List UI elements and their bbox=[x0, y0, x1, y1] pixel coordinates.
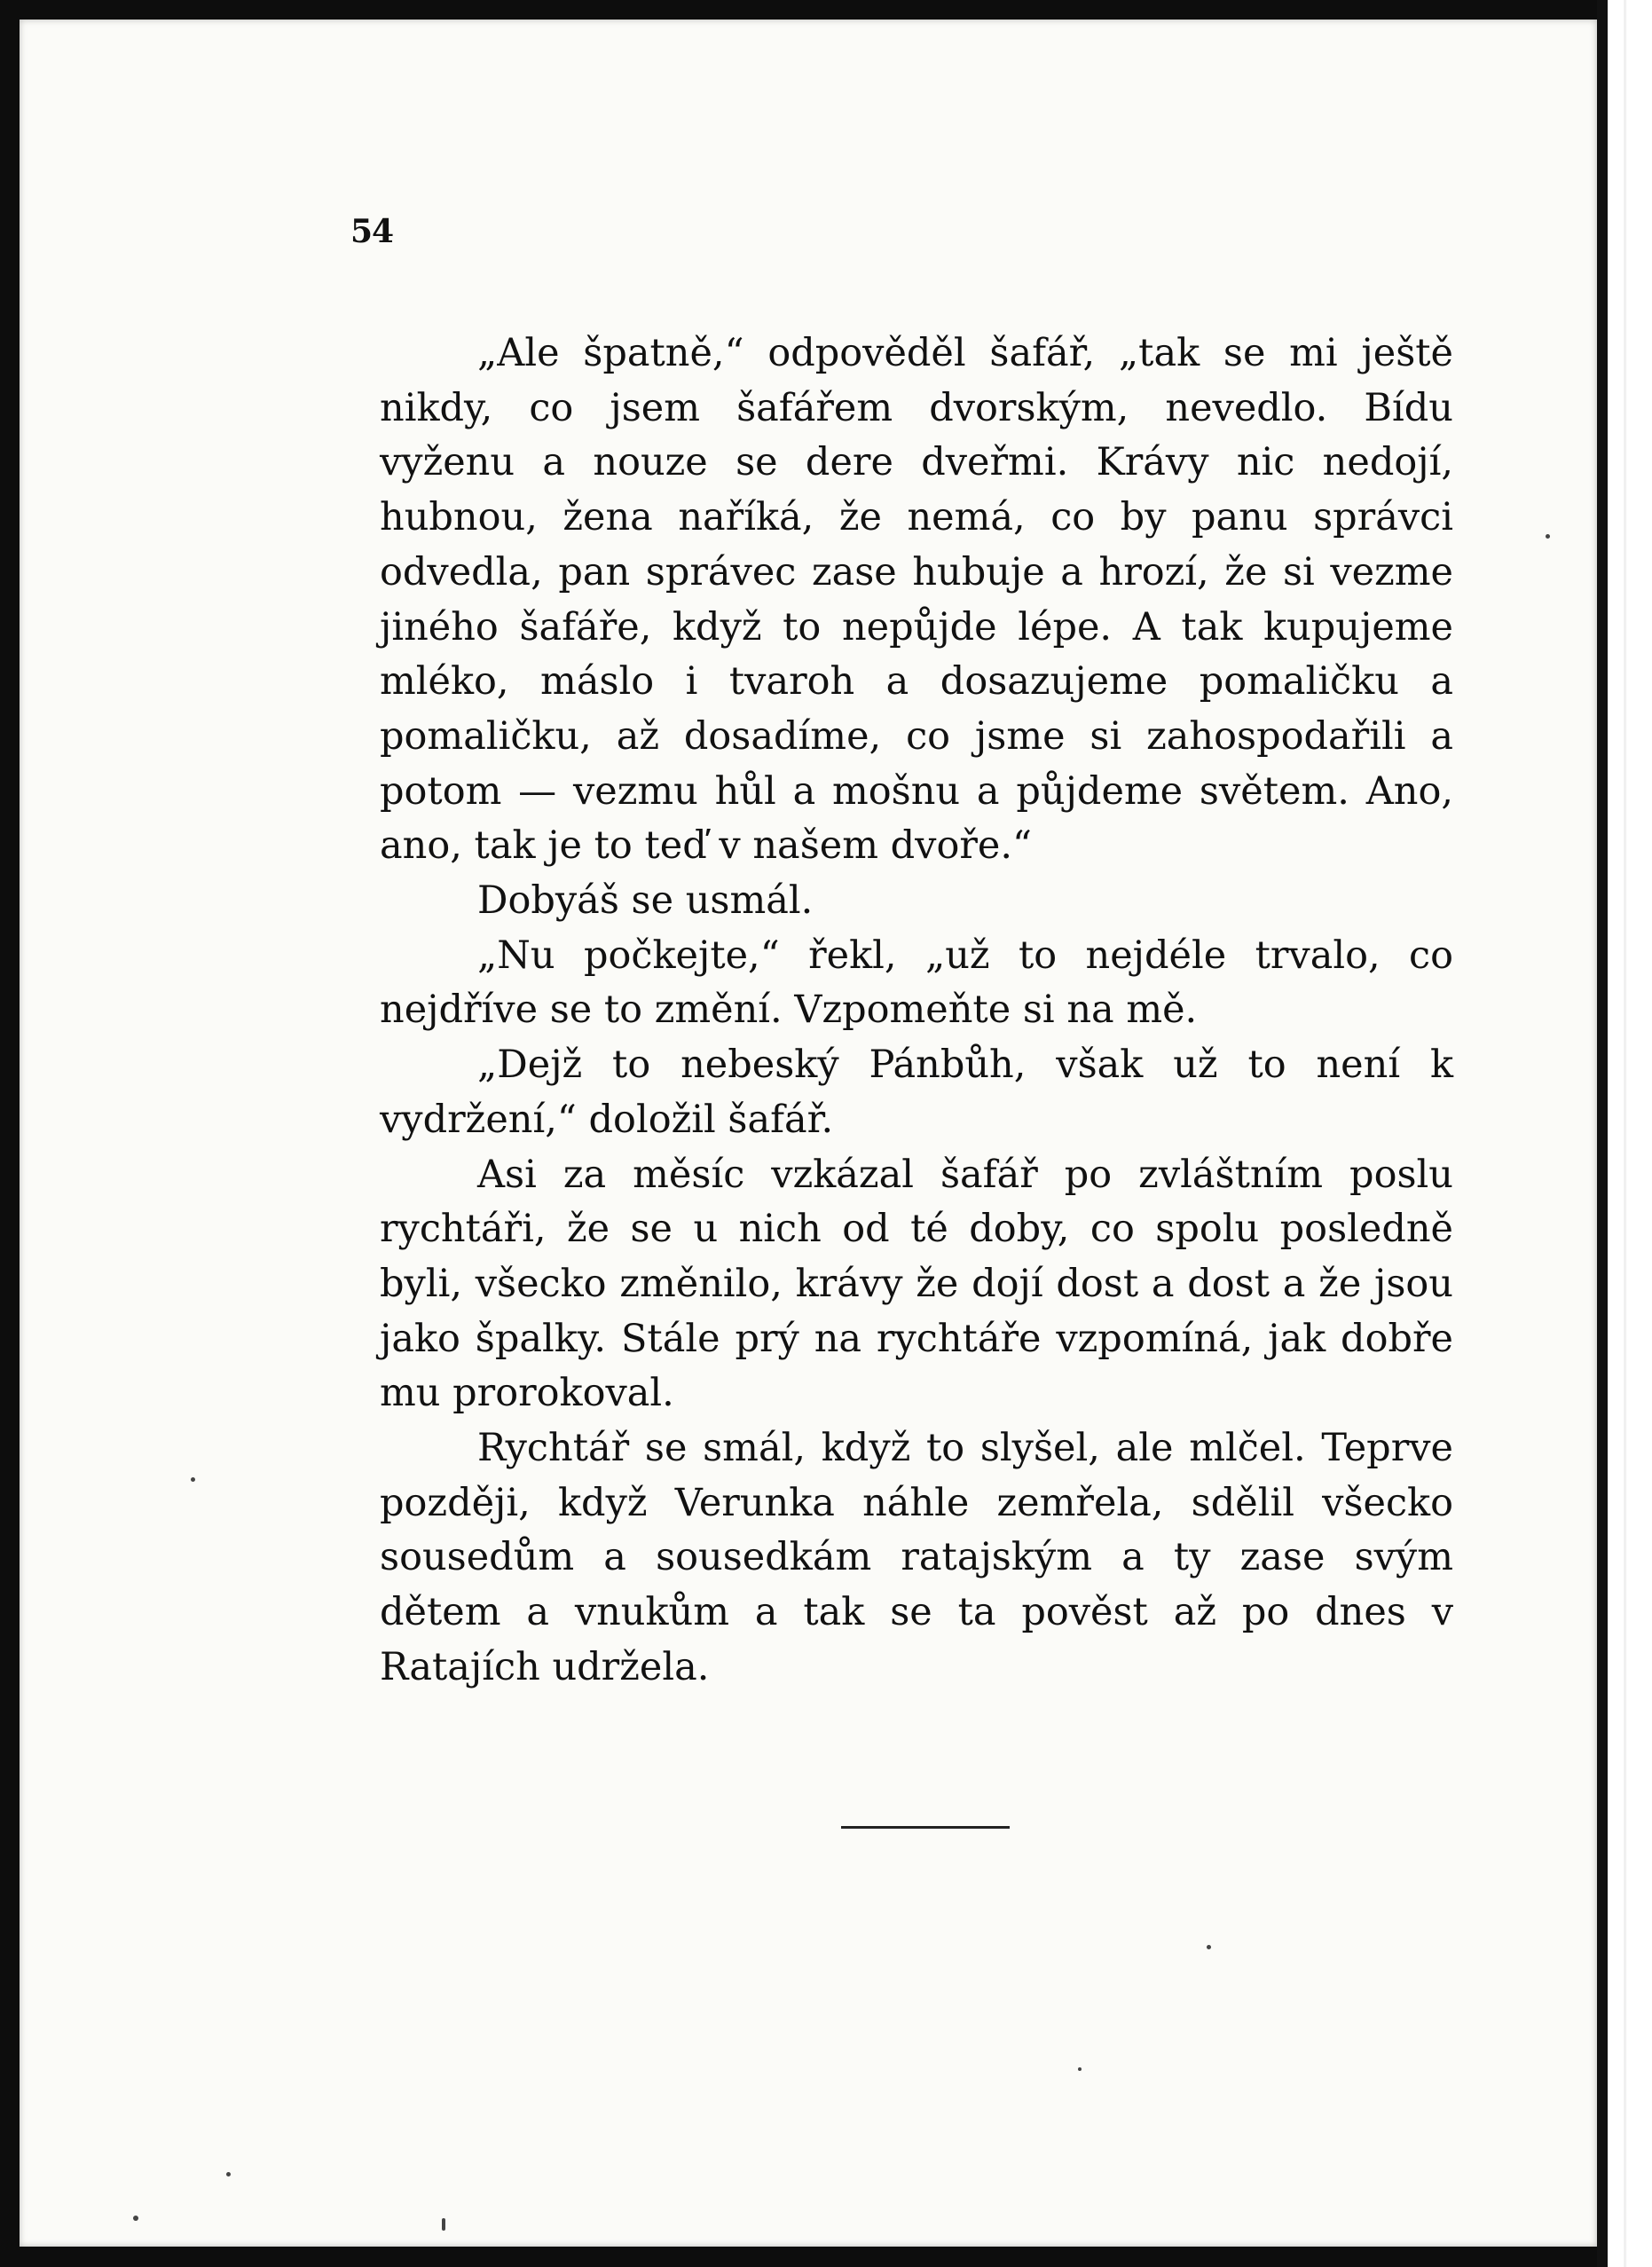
page-edge-shadow bbox=[1597, 0, 1608, 2267]
scan-speck bbox=[226, 2172, 231, 2176]
paragraph: „Ale špatně,“ odpověděl šafář, „tak se mi ještě nikdy, co jsem šafářem dvorským, nevedlo. Bídu vyženu a nouze se dere dveřmi. Krávy nic nedojí, hubnou, žena naříká, že nemá, co by panu správci odvedla, pan správec zase hubuje a hrozí, že si vezme jiného šafáře, když to nepůjde lépe. A tak kupujeme mléko, máslo i tvaroh a dosazujeme pomaličku a pomaličku, až dosadíme, co jsme si zahospodařili a potom — vezmu hůl a mošnu a půjdeme světem. Ano, ano, tak je to teď v našem dvoře.“ bbox=[380, 331, 1453, 869]
scan-speck bbox=[1546, 534, 1550, 539]
body-text bbox=[380, 327, 1453, 1696]
paragraph: Dobyáš se usmál. bbox=[477, 878, 814, 924]
paragraph: Rychtář se smál, když to slyšel, ale mlčel. Teprve později, když Verunka náhle zemřela, sdělil všecko sousedům a sousedkám ratajským a ty zase svým dětem a vnukům a tak se ta pověst až po dnes v Ratajích udržela. bbox=[380, 1426, 1453, 1689]
paragraph: „Nu počkejte,“ řekl, „už to nejdéle trvalo, co nejdříve se to změní. Vzpomeňte si na mě. bbox=[380, 933, 1453, 1033]
scan-speck bbox=[191, 1477, 195, 1482]
scan-speck bbox=[1078, 2067, 1082, 2071]
paragraph: Asi za měsíc vzkázal šafář po zvláštním poslu rychtáři, že se u nich od té doby, co spolu posledně byli, všecko změnilo, krávy že dojí dost a dost a že jsou jako špalky. Stále prý na rychtáře vzpomíná, jak dobře mu prorokoval. bbox=[380, 1152, 1453, 1416]
page-number: 54 bbox=[350, 213, 394, 250]
scan-speck bbox=[133, 2216, 138, 2221]
end-of-chapter-rule bbox=[841, 1826, 1010, 1829]
scan-speck bbox=[1207, 1945, 1211, 1949]
scan-speck bbox=[442, 2218, 445, 2231]
paragraph: „Dejž to nebeský Pánbůh, však už to není k vydržení,“ doložil šafář. bbox=[380, 1043, 1453, 1142]
